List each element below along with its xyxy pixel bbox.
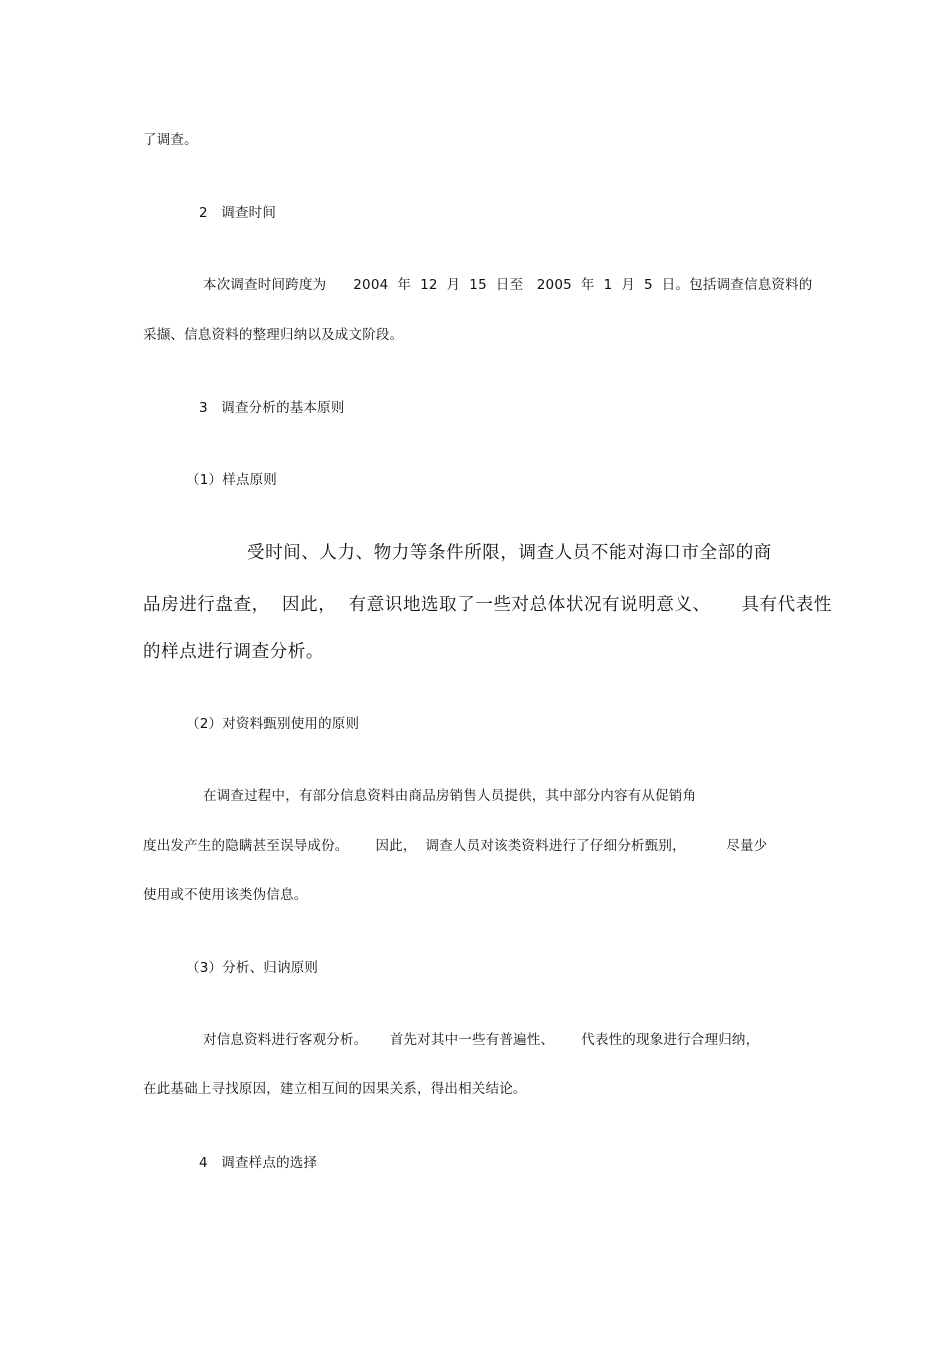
- paragraph-analysis-line-1: 对信息资料进行客观分析。 首先对其中一些有普遍性、 代表性的现象进行合理归纳，: [203, 1032, 760, 1048]
- paragraph-time-line-1: 本次调查时间跨度为 2004 年 12 月 15 日至 2005 年 1 月 5 日。包括调查信息资料的: [203, 277, 813, 293]
- paragraph-screening-line-2: 度出发产生的隐瞒甚至误导成份。 因此， 调查人员对该类资料进行了仔细分析甄别， 尽量少: [143, 838, 768, 854]
- subheading-data-screening: （2）对资料甄别使用的原则: [186, 716, 360, 732]
- paragraph-time-line-2: 采撷、信息资料的整理归纳以及成文阶段。: [143, 327, 404, 343]
- text-line: 了调查。: [143, 132, 198, 148]
- paragraph-screening-line-1: 在调查过程中，有部分信息资料由商品房销售人员提供，其中部分内容有从促销角: [203, 788, 697, 804]
- paragraph-sample-line-3: 的样点进行调查分析。: [143, 642, 324, 662]
- subheading-analysis: （3）分析、归讷原则: [186, 960, 319, 976]
- section-heading-principles: 3 调查分析的基本原则: [199, 400, 345, 416]
- paragraph-screening-line-3: 使用或不使用该类伪信息。: [143, 887, 308, 903]
- paragraph-sample-line-1: 受时间、人力、物力等条件所限，调查人员不能对海口市全部的商: [247, 543, 772, 563]
- subheading-sample-principle: （1）样点原则: [186, 472, 277, 488]
- paragraph-sample-line-2: 品房进行盘查， 因此， 有意识地选取了一些对总体状况有说明意义、 具有代表性: [143, 595, 832, 615]
- section-heading-time: 2 调查时间: [199, 205, 277, 221]
- section-heading-sample-selection: 4 调查样点的选择: [199, 1155, 318, 1171]
- paragraph-analysis-line-2: 在此基础上寻找原因，建立相互间的因果关系，得出相关结论。: [143, 1081, 527, 1097]
